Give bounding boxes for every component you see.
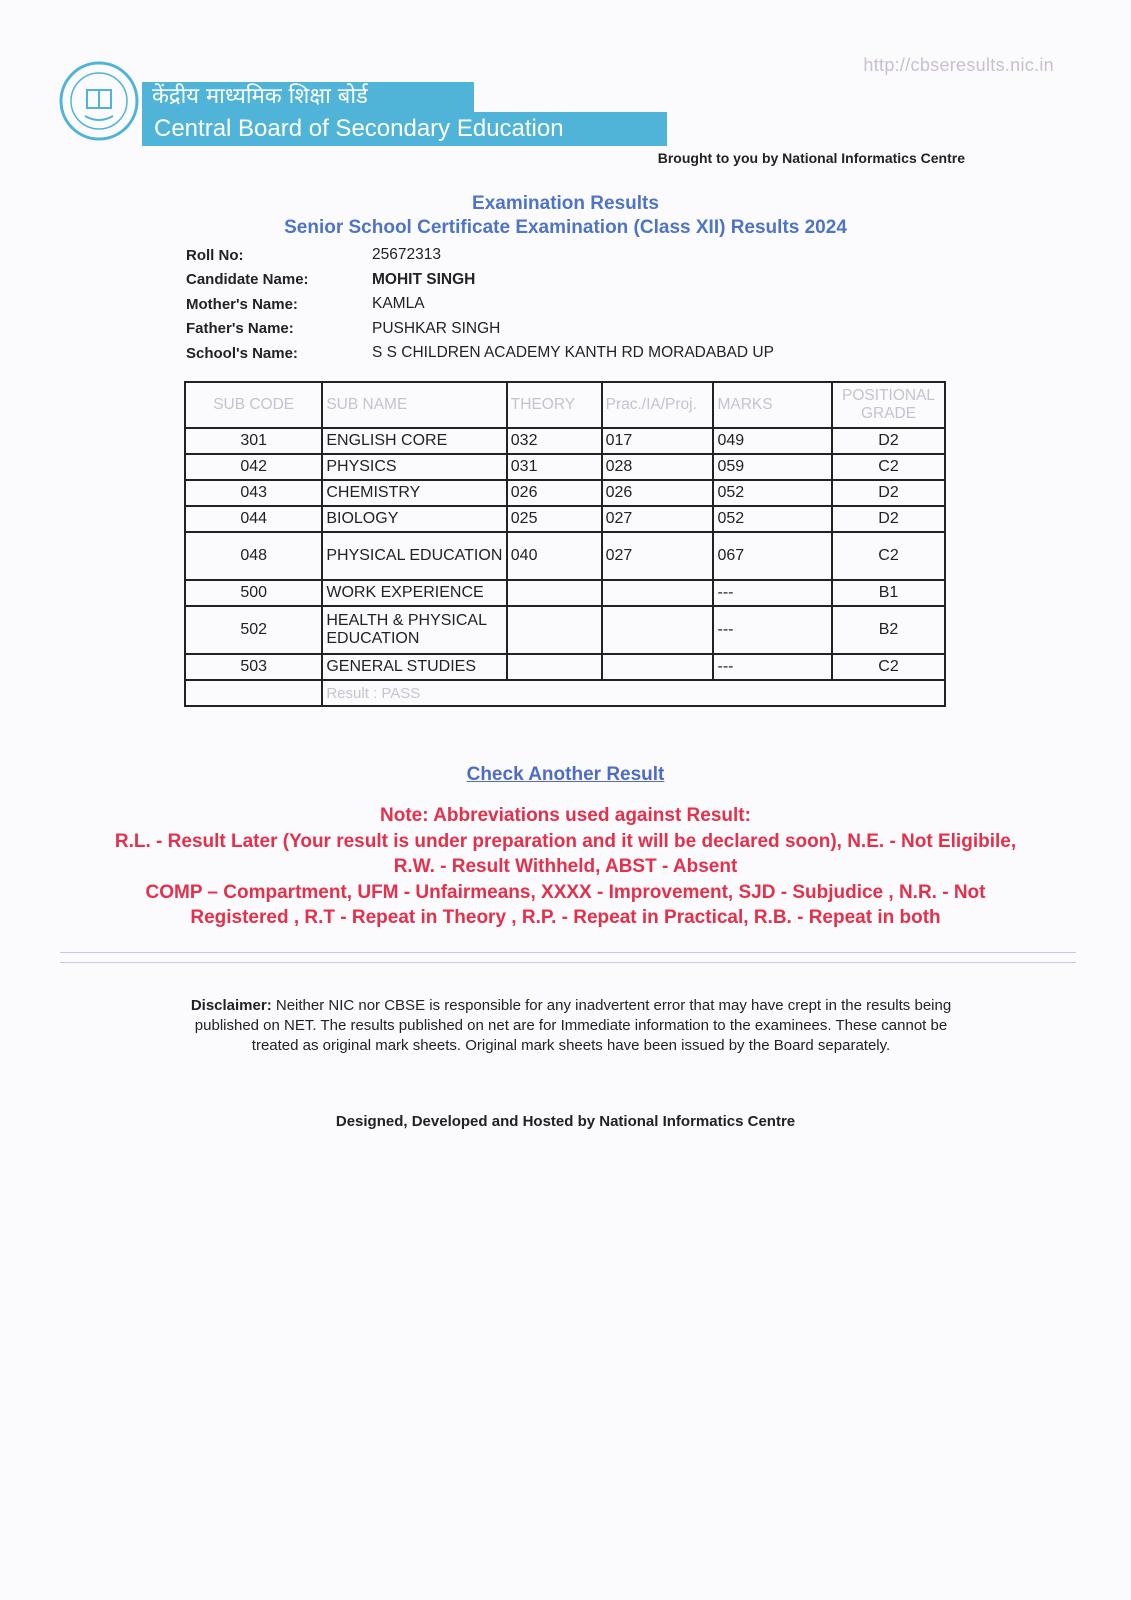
marks-cell: 052 [713, 506, 832, 532]
practical-cell: 026 [602, 480, 714, 506]
result-empty-cell [185, 680, 322, 706]
theory-cell [507, 654, 602, 680]
practical-cell: 017 [602, 428, 714, 454]
candidate-name-label: Candidate Name: [186, 271, 309, 289]
school-name-row [186, 341, 774, 366]
sub-code-cell: 043 [185, 480, 322, 506]
check-another-result-link[interactable]: Check Another Result [466, 764, 665, 785]
practical-cell: 028 [602, 454, 714, 480]
marks-cell: 052 [713, 480, 832, 506]
sub-code-cell: 048 [185, 532, 322, 580]
brought-by-text: Brought to you by National Informatics Centre [657, 150, 965, 166]
marks-cell: 059 [713, 454, 832, 480]
sub-code-cell: 500 [185, 580, 322, 606]
father-name-value: PUSHKAR SINGH [372, 319, 501, 337]
candidate-name-value: MOHIT SINGH [372, 270, 476, 288]
sub-code-cell: 502 [185, 606, 322, 654]
theory-cell: 026 [507, 480, 602, 506]
grade-cell: D2 [832, 480, 945, 506]
theory-cell: 031 [507, 454, 602, 480]
theory-cell: 040 [507, 532, 602, 580]
result-status: Result : PASS [322, 680, 945, 706]
disclaimer-text: Neither NIC nor CBSE is responsible for any inadvertent error that may have crept in the results being published on NET. The results published on net are for Immediate information to the examinees. These cannot be treated as original mark sheets. Original mark sheets have been issued by the Board separately. [194, 997, 952, 1054]
site-url: http://cbseresults.nic.in [863, 55, 1054, 75]
note-line: R.L. - Result Later (Your result is under preparation and it will be declared soon), N.E. - Not Eligibile, [114, 830, 1017, 852]
sub-name-cell: WORK EXPERIENCE [322, 580, 506, 606]
table-row [185, 428, 945, 454]
father-name-row [186, 317, 774, 342]
sub-name-cell: PHYSICAL EDUCATION [322, 532, 506, 580]
roll-label: Roll No: [186, 246, 244, 264]
result-row [185, 680, 945, 706]
sub-name-cell: ENGLISH CORE [322, 428, 506, 454]
table-row [185, 506, 945, 532]
grade-cell: D2 [832, 506, 945, 532]
sub-name-cell: PHYSICS [322, 454, 506, 480]
divider [60, 962, 1076, 963]
marks-table [184, 381, 946, 707]
theory-cell: 032 [507, 428, 602, 454]
grade-cell: C2 [832, 454, 945, 480]
header-sub-name: SUB NAME [322, 382, 506, 428]
school-name-label: School's Name: [186, 344, 298, 362]
mother-name-label: Mother's Name: [186, 295, 298, 313]
header-marks: MARKS [713, 382, 832, 428]
marks-cell: 067 [713, 532, 832, 580]
sub-name-cell: BIOLOGY [322, 506, 506, 532]
board-name-hindi: केंद्रीय माध्यमिक शिक्षा बोर्ड [142, 82, 474, 112]
practical-cell: 027 [602, 506, 714, 532]
sub-name-cell: CHEMISTRY [322, 480, 506, 506]
divider [60, 952, 1076, 953]
disclaimer [190, 996, 952, 1056]
table-header-row [185, 382, 945, 428]
mother-name-value: KAMLA [372, 295, 425, 313]
grade-cell: D2 [832, 428, 945, 454]
table-row [185, 580, 945, 606]
note-heading: Note: Abbreviations used against Result: [380, 805, 751, 826]
sub-code-cell: 042 [185, 454, 322, 480]
note-line: R.W. - Result Withheld, ABST - Absent [393, 856, 738, 877]
candidate-name-row [186, 268, 774, 293]
practical-cell [602, 580, 714, 606]
roll-value: 25672313 [372, 246, 441, 264]
marks-cell: --- [713, 654, 832, 680]
grade-cell: C2 [832, 654, 945, 680]
theory-cell [507, 580, 602, 606]
marks-cell: --- [713, 580, 832, 606]
table-row [185, 654, 945, 680]
marks-cell: --- [713, 606, 832, 654]
school-name-value: S S CHILDREN ACADEMY KANTH RD MORADABAD UP [372, 344, 774, 362]
sub-code-cell: 503 [185, 654, 322, 680]
table-row [185, 454, 945, 480]
sub-name-cell: GENERAL STUDIES [322, 654, 506, 680]
header-sub-code: SUB CODE [185, 382, 322, 428]
sub-name-cell: HEALTH & PHYSICAL EDUCATION [322, 606, 506, 654]
header-theory: THEORY [507, 382, 602, 428]
grade-cell: C2 [832, 532, 945, 580]
father-name-label: Father's Name: [186, 320, 294, 338]
grade-cell: B2 [832, 606, 945, 654]
mother-name-row [186, 292, 774, 317]
note-line: Registered , R.T - Repeat in Theory , R.P. - Repeat in Practical, R.B. - Repeat in both [190, 907, 941, 928]
exam-name: Senior School Certificate Examination (Class XII) Results 2024 [284, 217, 847, 238]
grade-cell: B1 [832, 580, 945, 606]
practical-cell [602, 606, 714, 654]
sub-code-cell: 301 [185, 428, 322, 454]
practical-cell: 027 [602, 532, 714, 580]
theory-cell [507, 606, 602, 654]
cbse-logo-icon [58, 60, 140, 142]
marks-cell: 049 [713, 428, 832, 454]
abbreviation-notes [60, 803, 1071, 931]
note-line: COMP – Compartment, UFM - Unfairmeans, XXXX - Improvement, SJD - Subjudice , N.R. - Not [145, 881, 986, 903]
candidate-info [186, 243, 774, 366]
roll-row [186, 243, 774, 268]
page-title: Examination Results [472, 193, 659, 214]
table-row [185, 480, 945, 506]
footer-credit: Designed, Developed and Hosted by National Informatics Centre [335, 1113, 796, 1130]
header-practical: Prac./IA/Proj. [602, 382, 714, 428]
disclaimer-label: Disclaimer: [190, 997, 272, 1014]
table-row [185, 606, 945, 654]
sub-code-cell: 044 [185, 506, 322, 532]
practical-cell [602, 654, 714, 680]
theory-cell: 025 [507, 506, 602, 532]
board-name-english: Central Board of Secondary Education [142, 112, 667, 146]
header-positional-grade: POSITIONAL GRADE [832, 382, 945, 428]
table-row [185, 532, 945, 580]
